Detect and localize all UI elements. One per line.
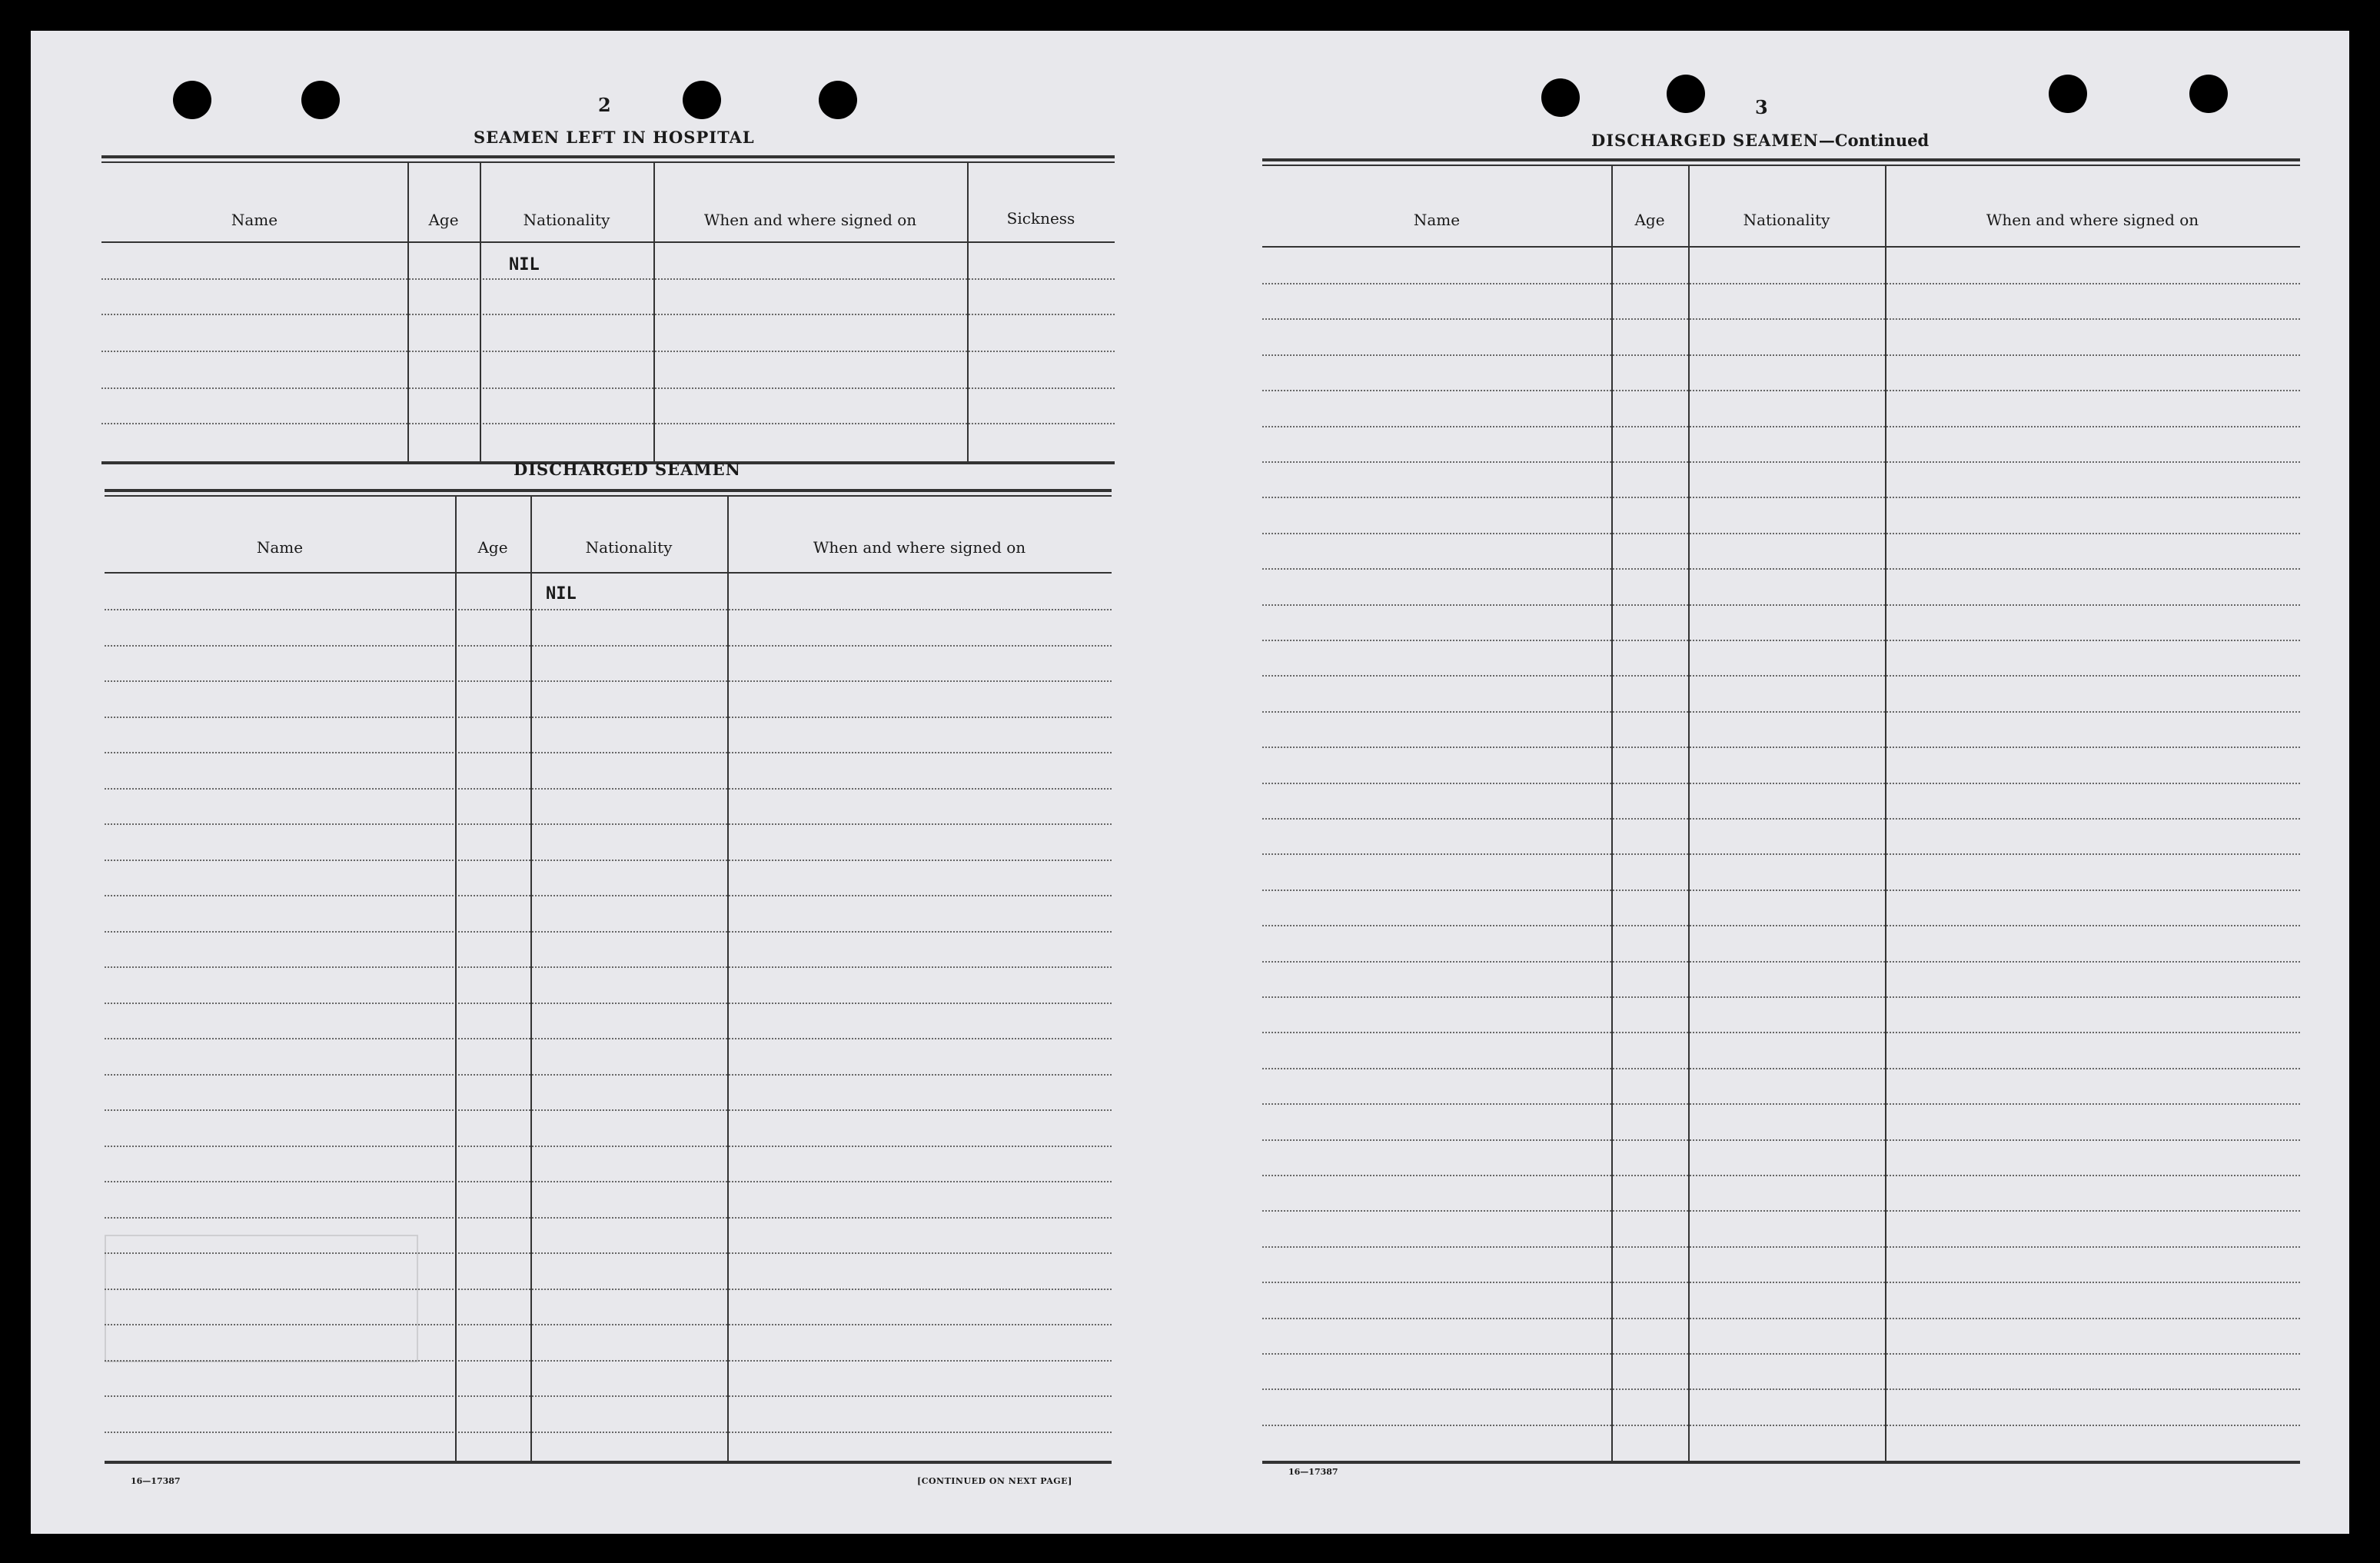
column-header-nationality: Nationality xyxy=(523,211,610,229)
ruled-row-line xyxy=(1262,675,2300,677)
ruled-row-line xyxy=(105,1003,1112,1004)
ruled-row-line xyxy=(1262,461,2300,463)
ruled-row-line xyxy=(105,1074,1112,1076)
ruled-row-line xyxy=(1262,604,2300,606)
discharged-title-text: DISCHARGED SEAMEN xyxy=(1591,131,1819,150)
ruled-row-line xyxy=(1262,1318,2300,1319)
ruled-row-line xyxy=(105,895,1112,896)
ruled-row-line xyxy=(105,788,1112,790)
hospital-table xyxy=(101,155,1115,467)
ruled-row-line xyxy=(105,931,1112,933)
ruled-row-line xyxy=(1262,354,2300,356)
page-number-left: 2 xyxy=(598,94,611,116)
ruled-row-line xyxy=(105,717,1112,718)
continued-suffix: —Continued xyxy=(1818,131,1930,150)
ruled-row-line xyxy=(1262,1139,2300,1141)
form-number-left: 16—17387 xyxy=(131,1476,181,1486)
column-header-age: Age xyxy=(477,538,508,557)
column-header-name: Name xyxy=(1413,211,1461,229)
ruled-row-line xyxy=(1262,390,2300,391)
ruled-row-line xyxy=(105,645,1112,647)
ruled-row-line xyxy=(105,1109,1112,1111)
punch-hole-icon xyxy=(819,81,857,119)
ledger-sheet xyxy=(31,31,2349,1534)
form-number-right: 16—17387 xyxy=(1288,1467,1338,1477)
ruled-row-line xyxy=(1262,1282,2300,1283)
ruled-row-line xyxy=(1262,783,2300,784)
discharged-table-right xyxy=(1262,158,2300,1465)
column-header-name: Name xyxy=(256,538,304,557)
ruled-row-line xyxy=(1262,1175,2300,1176)
column-header-signed-on: When and where signed on xyxy=(703,211,917,229)
faint-received-stamp xyxy=(105,1235,418,1362)
ruled-row-line xyxy=(105,1146,1112,1147)
column-header-nationality: Nationality xyxy=(1743,211,1830,229)
ruled-row-line xyxy=(1262,1353,2300,1355)
discharged-nil-entry: NIL xyxy=(546,584,577,604)
ruled-row-line xyxy=(1262,568,2300,570)
punch-hole-icon xyxy=(2189,75,2228,113)
ruled-row-line xyxy=(1262,1246,2300,1248)
ruled-row-line xyxy=(105,609,1112,610)
column-header-age: Age xyxy=(1634,211,1665,229)
punch-hole-icon xyxy=(301,81,340,119)
column-header-age: Age xyxy=(428,211,459,229)
discharged-section-title: DISCHARGED SEAMEN xyxy=(514,460,741,479)
punch-hole-icon xyxy=(683,81,721,119)
ruled-row-line xyxy=(1262,711,2300,713)
column-header-signed-on: When and where signed on xyxy=(813,538,1026,557)
continued-note: [CONTINUED ON NEXT PAGE] xyxy=(917,1476,1072,1486)
ruled-row-line xyxy=(1262,890,2300,891)
punch-hole-icon xyxy=(173,81,211,119)
ruled-row-line xyxy=(1262,853,2300,855)
ruled-row-line xyxy=(1262,1068,2300,1069)
ruled-row-line xyxy=(105,1395,1112,1397)
ruled-row-line xyxy=(1262,747,2300,748)
column-header-name: Name xyxy=(231,211,278,229)
punch-hole-icon xyxy=(1667,75,1705,113)
ruled-row-line xyxy=(1262,996,2300,998)
column-header-nationality: Nationality xyxy=(585,538,673,557)
column-header-sickness: Sickness xyxy=(1006,209,1075,228)
hospital-nil-entry: NIL xyxy=(509,255,540,274)
ruled-row-line xyxy=(105,823,1112,825)
ruled-row-line xyxy=(1262,1425,2300,1426)
ruled-row-line xyxy=(105,966,1112,968)
ruled-row-line xyxy=(1262,925,2300,926)
ruled-row-line xyxy=(1262,961,2300,963)
ruled-row-line xyxy=(1262,1388,2300,1390)
ruled-row-line xyxy=(1262,283,2300,284)
punch-hole-icon xyxy=(2049,75,2087,113)
punch-hole-icon xyxy=(1541,78,1580,117)
column-header-signed-on: When and where signed on xyxy=(1986,211,2199,229)
ruled-row-line xyxy=(105,1038,1112,1039)
ruled-row-line xyxy=(1262,640,2300,641)
ruled-row-line xyxy=(105,1217,1112,1219)
ruled-row-line xyxy=(1262,497,2300,498)
ruled-row-line xyxy=(1262,426,2300,427)
discharged-continued-title xyxy=(1591,131,1929,150)
ruled-row-line xyxy=(105,680,1112,682)
ruled-row-line xyxy=(1262,1032,2300,1033)
ruled-row-line xyxy=(1262,818,2300,820)
hospital-section-title: SEAMEN LEFT IN HOSPITAL xyxy=(474,128,755,147)
ruled-row-line xyxy=(1262,1210,2300,1212)
page-number-right: 3 xyxy=(1755,96,1768,118)
ruled-row-line xyxy=(105,1181,1112,1182)
ruled-row-line xyxy=(105,752,1112,753)
ruled-row-line xyxy=(1262,533,2300,534)
ruled-row-line xyxy=(105,860,1112,861)
ruled-row-line xyxy=(1262,318,2300,320)
ruled-row-line xyxy=(105,1432,1112,1433)
ruled-row-line xyxy=(1262,1103,2300,1105)
